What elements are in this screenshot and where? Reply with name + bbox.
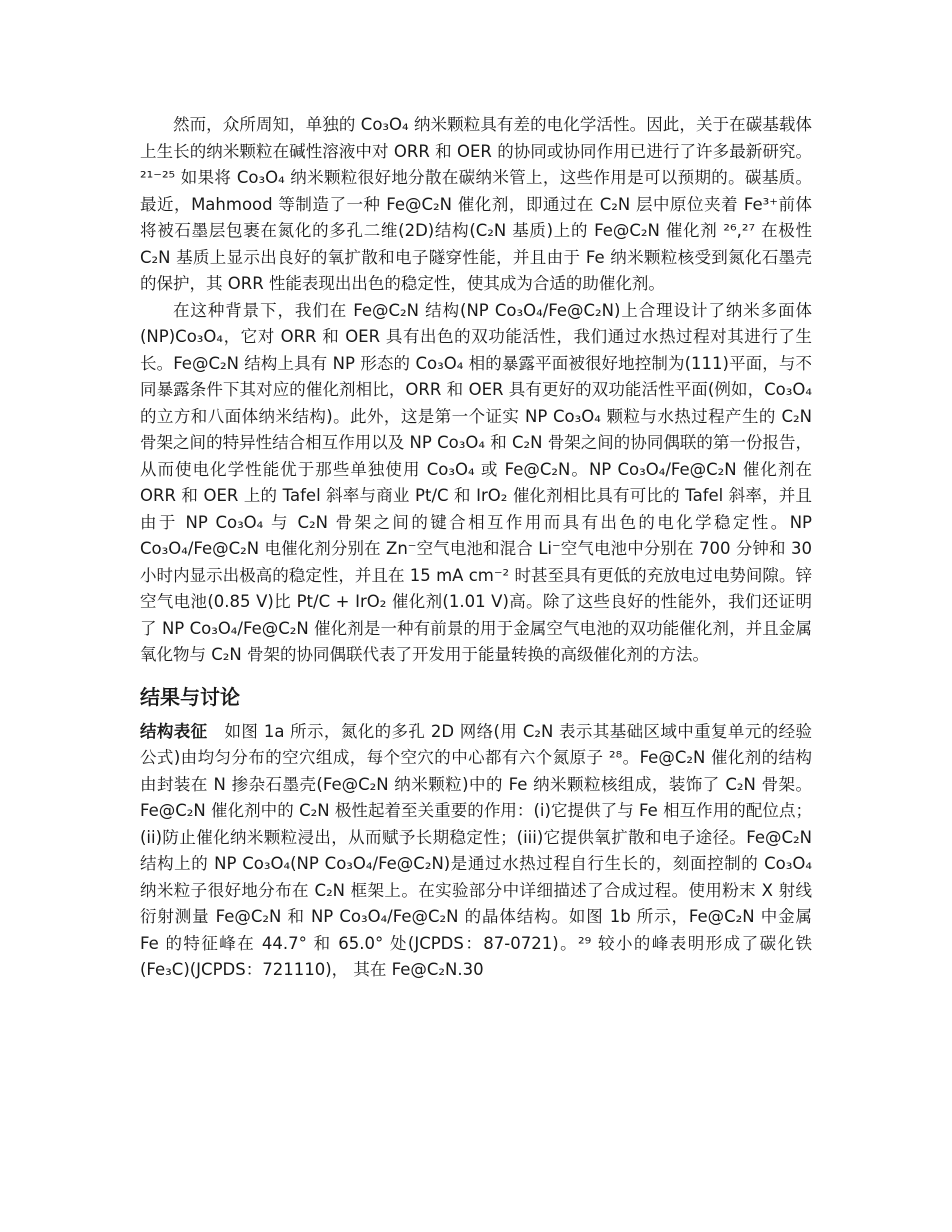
- section-lead: 结构表征: [140, 721, 208, 741]
- paragraph-intro: 然而，众所周知，单独的 Co₃O₄ 纳米颗粒具有差的电化学活性。因此，关于在碳基载体上生长的纳米颗粒在碱性溶液中对 ORR 和 OER 的协同或协同作用已进行了许多最新研究。²¹⁻²⁵ 如果将 Co₃O₄ 纳米颗粒很好地分散在碳纳米管上，这些作用是可以预期的。碳基质。最近，Mahmood 等制造了一种 Fe@C₂N 催化剂，即通过在 C₂N 层中原位夹着 Fe³⁺前体将被石墨层包裹在氮化的多孔二维(2D)结构(C₂N 基质)上的 Fe@C₂N 催化剂 ²⁶,²⁷ 在极性 C₂N 基质上显示出良好的氧扩散和电子隧穿性能，并且由于 Fe 纳米颗粒核受到氮化石墨壳的保护，其 ORR 性能表现出出色的稳定性，使其成为合适的助催化剂。: [140, 115, 812, 293]
- section-heading: 结果与讨论: [140, 684, 240, 709]
- section-body: 如图 1a 所示，氮化的多孔 2D 网络(用 C₂N 表示其基础区域中重复单元的经验公式)由均匀分布的空穴组成，每个空穴的中心都有六个氮原子 ²⁸。Fe@C₂N 催化剂的结构由封装在 N 掺杂石墨壳(Fe@C₂N 纳米颗粒)中的 Fe 纳米颗粒核组成，装饰了 C₂N 骨架。Fe@C₂N 催化剂中的 C₂N 极性起着至关重要的作用：(i)它提供了与 Fe 相互作用的配位点；(ii)防止催化纳米颗粒浸出，从而赋予长期稳定性；(iii)它提供氧扩散和电子途径。Fe@C₂N 结构上的 NP Co₃O₄(NP Co₃O₄/Fe@C₂N)是通过水热过程自行生长的，刻面控制的 Co₃O₄ 纳米粒子很好地分布在 C₂N 框架上。在实验部分中详细描述了合成过程。使用粉末 X 射线衍射测量 Fe@C₂N 和 NP Co₃O₄/Fe@C₂N 的晶体结构。如图 1b 所示，Fe@C₂N 中金属 Fe 的特征峰在 44.7° 和 65.0° 处(JCPDS：87-0721)。²⁹ 较小的峰表明形成了碳化铁(Fe₃C)(JCPDS：721110)， 其在 Fe@C₂N.30: [140, 721, 813, 979]
- document-page: [140, 112, 812, 984]
- paragraph-background: 在这种背景下，我们在 Fe@C₂N 结构(NP Co₃O₄/Fe@C₂N)上合理设计了纳米多面体(NP)Co₃O₄，它对 ORR 和 OER 具有出色的双功能活性，我们通过水热过程对其进行了生长。Fe@C₂N 结构上具有 NP 形态的 Co₃O₄ 相的暴露平面被很好地控制为(111)平面，与不同暴露条件下其对应的催化剂相比，ORR 和 OER 具有更好的双功能活性平面(例如，Co₃O₄ 的立方和八面体纳米结构)。此外，这是第一个证实 NP Co₃O₄ 颗粒与水热过程产生的 C₂N 骨架之间的特异性结合相互作用以及 NP Co₃O₄ 和 C₂N 骨架之间的协同偶联的第一份报告，从而使电化学性能优于那些单独使用 Co₃O₄ 或 Fe@C₂N。NP Co₃O₄/Fe@C₂N 催化剂在 ORR 和 OER 上的 Tafel 斜率与商业 Pt/C 和 IrO₂ 催化剂相比具有可比的 Tafel 斜率，并且由于 NP Co₃O₄ 与 C₂N 骨架之间的键合相互作用而具有出色的电化学稳定性。NP Co₃O₄/Fe@C₂N 电催化剂分别在 Zn⁻空气电池和混合 Li⁻空气电池中分别在 700 分钟和 30 小时内显示出极高的稳定性，并且在 15 mA cm⁻² 时甚至具有更低的充放电过电势间隙。锌空气电池(0.85 V)比 Pt/C + IrO₂ 催化剂(1.01 V)高。除了这些良好的性能外，我们还证明了 NP Co₃O₄/Fe@C₂N 催化剂是一种有前景的用于金属空气电池的双功能催化剂，并且金属氧化物与 C₂N 骨架的协同偶联代表了开发用于能量转换的高级催化剂的方法。: [140, 300, 812, 664]
- paragraph-structure: [140, 719, 812, 984]
